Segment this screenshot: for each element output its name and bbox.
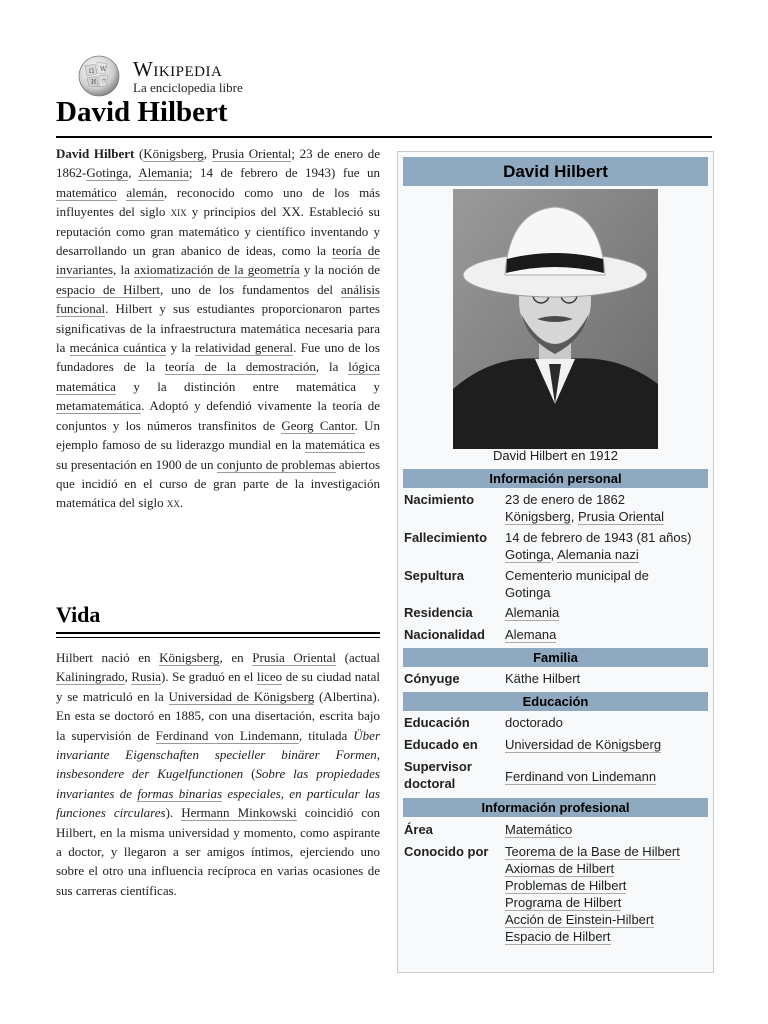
- value-educacion: doctorado: [505, 715, 563, 730]
- text-run: , la: [113, 262, 135, 278]
- text-run: Hilbert nació en: [56, 650, 160, 665]
- inline-link[interactable]: liceo: [256, 669, 283, 685]
- inline-link[interactable]: teoría de invariantes: [56, 243, 380, 278]
- label-area: Área: [404, 822, 433, 837]
- value-supervisor: [505, 768, 710, 785]
- intro-paragraph: [56, 144, 380, 513]
- link-matematico[interactable]: Matemático: [505, 822, 573, 837]
- inline-link[interactable]: conjunto de problemas: [216, 456, 336, 472]
- inline-link[interactable]: Rusia: [131, 669, 161, 685]
- inline-link[interactable]: metamatemática: [56, 398, 142, 414]
- section-divider: [56, 632, 380, 634]
- wikipedia-wordmark: Wikipedia: [133, 57, 223, 81]
- text-run: , titulada: [299, 727, 354, 743]
- value-sepultura: Cementerio municipal de Gotinga: [505, 568, 649, 600]
- inline-link[interactable]: Prusia Oriental: [252, 650, 337, 665]
- text-run: . Un ejemplo famoso de su liderazgo mundial en la: [56, 417, 381, 453]
- text-run: . Fue uno de los fundadores de la: [56, 340, 380, 375]
- value-fallecimiento: 14 de febrero de 1943 (81 años) Gotinga, Alemania nazi: [505, 529, 710, 563]
- inline-link[interactable]: Ferdinand von Lindemann: [155, 727, 300, 743]
- label-educacion: Educación: [404, 715, 470, 730]
- inline-link[interactable]: Universidad de Königsberg: [168, 688, 315, 704]
- label-supervisor: Supervisor doctoral: [404, 759, 472, 791]
- svg-text:ウ: ウ: [101, 78, 108, 85]
- link-accion-einstein-hilbert[interactable]: Acción de Einstein-Hilbert: [505, 912, 654, 927]
- label-conocido-por: Conocido por: [404, 844, 489, 859]
- label-educado-en: Educado en: [404, 737, 478, 752]
- link-axiomas-hilbert[interactable]: Axiomas de Hilbert: [505, 861, 615, 876]
- portrait-photo[interactable]: [453, 189, 658, 449]
- title-divider: [56, 136, 712, 138]
- text-run: especiales, en particular las funciones circulares: [56, 785, 381, 821]
- text-run: Über invariante Eigenschaften specieller binärer Formen, insbesondere der Kugelfunctionen: [56, 727, 380, 782]
- text-run: .: [179, 495, 184, 511]
- inline-link[interactable]: matemática: [305, 437, 366, 453]
- text-run: [117, 185, 127, 200]
- birth-date: 23 de enero de 1862: [505, 492, 625, 507]
- wikipedia-globe-icon: [75, 54, 123, 98]
- text-run: ). Se graduó en el: [161, 669, 257, 685]
- death-date: 14 de febrero de 1943 (81 años): [505, 530, 692, 545]
- inline-link[interactable]: mecánica cuántica: [69, 340, 167, 356]
- text-run: de su ciudad natal y se matriculó en la: [56, 669, 381, 704]
- text-run: xix: [170, 204, 187, 220]
- text-run: Sobre las propiedades invariantes de: [56, 766, 380, 801]
- value-area: [505, 821, 710, 838]
- text-run: . Hilbert y sus estudiantes proporcionaron partes significativas de la infraestructura matemática necesaria para la: [56, 301, 380, 356]
- vida-paragraph: [56, 648, 380, 900]
- label-fallecimiento: Fallecimiento: [404, 530, 488, 545]
- value-educado-en: [505, 736, 710, 753]
- link-programa-hilbert[interactable]: Programa de Hilbert: [505, 895, 622, 910]
- text-run: (actual: [336, 650, 380, 665]
- wikipedia-tagline: La enciclopedia libre: [133, 80, 243, 95]
- text-run: (Albertina). En esta se doctoró en 1885, con una disertación, escrita bajo la supervisión de: [56, 688, 380, 743]
- inline-link[interactable]: Gotinga: [86, 165, 129, 181]
- text-run: y principios del XX. Estableció su reputación como gran matemático y científico inventando y desarrollando un gran abanico de ideas, como la: [56, 204, 381, 259]
- infobox: [397, 151, 714, 973]
- text-run: ,: [128, 165, 139, 181]
- section-header-personal: Información personal: [403, 469, 708, 488]
- section-header-educacion: Educación: [403, 692, 708, 711]
- svg-text:Ω: Ω: [89, 68, 94, 75]
- inline-link[interactable]: Hermann Minkowski: [181, 805, 297, 821]
- link-ferdinand-von-lindemann[interactable]: Ferdinand von Lindemann: [505, 769, 657, 784]
- link-prusia-oriental[interactable]: Prusia Oriental: [578, 509, 664, 524]
- section-heading-vida: Vida: [56, 602, 101, 627]
- label-conyuge: Cónyuge: [404, 671, 460, 686]
- vida-text: [56, 648, 380, 900]
- section-divider-thin: [56, 637, 380, 638]
- inline-link[interactable]: Kaliningrado: [56, 669, 125, 685]
- inline-link[interactable]: axiomatización de la geometría: [134, 262, 300, 278]
- inline-link[interactable]: Königsberg: [159, 650, 220, 665]
- link-alemania[interactable]: Alemania: [505, 605, 560, 620]
- wikipedia-logo[interactable]: [75, 54, 275, 98]
- value-conocido-por: [505, 843, 710, 945]
- inline-link[interactable]: relatividad general: [195, 340, 294, 356]
- link-problemas-hilbert[interactable]: Problemas de Hilbert: [505, 878, 627, 893]
- inline-link[interactable]: espacio de Hilbert: [56, 281, 160, 297]
- label-residencia: Residencia: [404, 605, 473, 620]
- inline-link[interactable]: Königsberg: [143, 146, 204, 161]
- link-teorema-base-hilbert[interactable]: Teorema de la Base de Hilbert: [505, 844, 680, 859]
- link-alemana[interactable]: Alemana: [505, 627, 557, 642]
- inline-link[interactable]: Prusia Oriental: [211, 146, 292, 161]
- intro-text: [56, 144, 380, 513]
- link-espacio-hilbert[interactable]: Espacio de Hilbert: [505, 929, 611, 944]
- link-alemania-nazi[interactable]: Alemania nazi: [557, 547, 639, 562]
- value-nacionalidad: [505, 626, 710, 643]
- text-run: xx: [166, 495, 180, 511]
- text-run: y la noción de: [299, 262, 380, 278]
- text-run: , en: [219, 650, 253, 665]
- text-run: , uno de los fundamentos del: [160, 281, 341, 297]
- inline-link[interactable]: Georg Cantor: [281, 417, 355, 433]
- link-universidad-konigsberg[interactable]: Universidad de Königsberg: [505, 737, 662, 752]
- value-nacimiento: 23 de enero de 1862 Königsberg, Prusia Oriental: [505, 491, 710, 525]
- text-run: ; 14 de febrero de 1943) fue un: [188, 165, 380, 181]
- inline-link[interactable]: análisis funcional: [56, 281, 380, 317]
- label-sepultura: Sepultura: [404, 568, 464, 583]
- label-nacimiento: Nacimiento: [404, 492, 475, 507]
- inline-link[interactable]: lógica matemática: [56, 359, 380, 394]
- inline-link[interactable]: matemático: [56, 184, 117, 200]
- text-run: y la distinción entre matemática y: [115, 378, 380, 394]
- link-gotinga[interactable]: Gotinga: [505, 547, 551, 562]
- text-run: (: [243, 766, 256, 782]
- value-residencia: [505, 604, 710, 621]
- inline-link[interactable]: Alemania: [138, 165, 189, 181]
- inline-link[interactable]: teoría de la demostración: [165, 359, 316, 375]
- svg-text:W: W: [100, 66, 107, 73]
- text-run: y la: [166, 340, 196, 356]
- text-run: coincidió con Hilbert, en la misma universidad y momento, como aspirante a doctor, y llegaron a ser amigos íntimos, ejerciendo uno sobre el otro una influencia recíproca en varias ocasiones de sus carreras científicas.: [56, 805, 380, 898]
- inline-link[interactable]: formas binarias: [137, 785, 223, 801]
- text-run: . Adoptó y defendió vivamente la teoría de conjuntos y los números transfinitos de: [56, 398, 380, 433]
- inline-link[interactable]: alemán: [126, 184, 164, 200]
- section-header-profesional: Información profesional: [403, 798, 708, 817]
- text-run: es su presentación en 1900 de un: [56, 437, 380, 472]
- text-run: , la: [315, 359, 349, 375]
- photo-caption: David Hilbert en 1912: [492, 448, 619, 463]
- text-run: abiertos que incidió en el curso de gran parte de la investigación matemática del siglo: [56, 456, 380, 511]
- text-run: ).: [165, 805, 182, 821]
- link-konigsberg[interactable]: Königsberg: [505, 509, 571, 524]
- text-run: (: [134, 146, 144, 161]
- infobox-title: David Hilbert: [403, 157, 708, 186]
- text-run: David Hilbert: [56, 146, 135, 161]
- text-run: ,: [203, 146, 212, 161]
- text-run: ; 23 de enero de 1862-: [56, 146, 380, 181]
- text-run: ,: [124, 669, 132, 685]
- label-nacionalidad: Nacionalidad: [404, 627, 485, 642]
- text-run: , reconocido como uno de los más influyentes del siglo: [56, 184, 381, 220]
- svg-text:И: И: [91, 79, 97, 86]
- value-conyuge: Käthe Hilbert: [505, 671, 581, 686]
- section-header-familia: Familia: [403, 648, 708, 667]
- page-title: David Hilbert: [56, 96, 228, 128]
